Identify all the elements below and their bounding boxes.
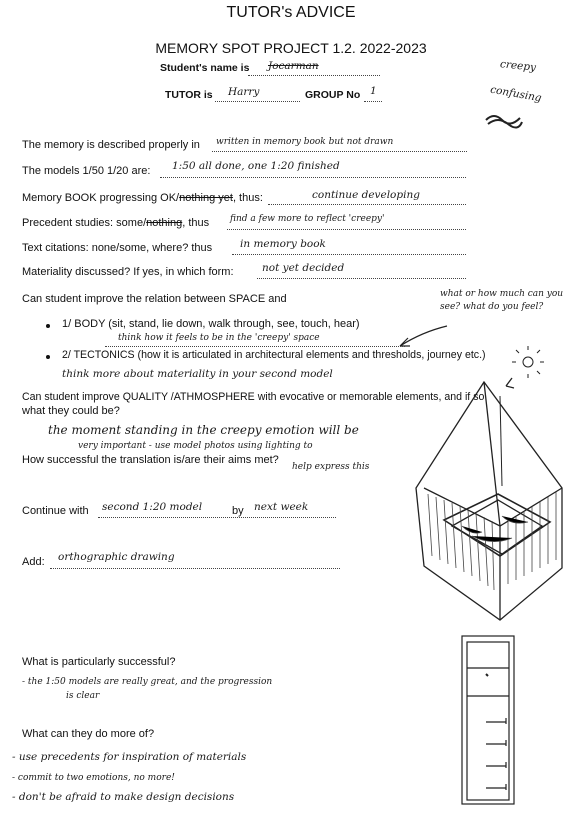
materiality-label: Materiality discussed? If yes, in which form:	[22, 266, 234, 278]
relation-question: Can student improve the relation between SPACE and	[22, 293, 287, 305]
citations-label: Text citations: none/some, where? thus	[22, 242, 213, 254]
continue-label: Continue with	[22, 505, 89, 517]
tutor-label: TUTOR is	[165, 89, 213, 101]
relation-side-note: what or how much can you see? what do you feel?	[440, 289, 564, 312]
models-label: The models 1/50 1/20 are:	[22, 165, 151, 177]
memory-value: written in memory book but not drawn	[216, 137, 394, 147]
book-label-a: Memory BOOK progressing OK/	[22, 192, 180, 204]
precedent-line	[227, 229, 466, 230]
quality-question-2: what they could be?	[22, 405, 120, 417]
page-title: TUTOR's ADVICE	[226, 4, 356, 21]
more-question: What can they do more of?	[22, 728, 155, 740]
book-label-strike: nothing yet	[179, 192, 233, 204]
body-bullet	[46, 324, 50, 328]
more-item-3: - don't be afraid to make design decisions	[12, 791, 235, 803]
quality-answer-3: help express this	[292, 462, 370, 472]
memory-line	[212, 151, 467, 152]
project-title: MEMORY SPOT PROJECT 1.2. 2022-2023	[155, 40, 427, 56]
add-value: orthographic drawing	[58, 551, 175, 563]
models-value: 1:50 all done, one 1:20 finished	[172, 160, 340, 172]
model-sketch	[402, 376, 572, 626]
student-name-line	[248, 75, 380, 76]
more-item-2: - commit to two emotions, no more!	[12, 773, 175, 783]
tutor-value: Harry	[228, 86, 260, 98]
precedent-label-a: Precedent studies: some/	[22, 217, 147, 229]
book-label-b: , thus:	[232, 192, 263, 204]
materiality-value: not yet decided	[262, 262, 345, 274]
citations-value: in memory book	[240, 238, 326, 250]
precedent-label	[22, 217, 209, 229]
tectonics-bullet	[46, 355, 50, 359]
body-label: 1/ BODY (sit, stand, lie down, walk through, see, touch, hear)	[62, 318, 360, 330]
successful-answer-2: is clear	[66, 691, 100, 701]
margin-note-confusing: confusing	[489, 83, 543, 105]
precedent-label-b: , thus	[182, 217, 210, 229]
group-value: 1	[370, 85, 377, 97]
student-name-value: Jocarman	[268, 60, 319, 72]
scribble-mark	[484, 110, 524, 130]
section-sketch	[456, 632, 526, 812]
successful-question: What is particularly successful?	[22, 656, 176, 668]
body-note-line	[105, 346, 405, 347]
precedent-value: find a few more to reflect 'creepy'	[230, 214, 385, 224]
quality-answer-1: the moment standing in the creepy emotion will be	[48, 423, 359, 437]
translation-question: How successful the translation is/are their aims met?	[22, 454, 279, 466]
continue-by-label: by	[232, 505, 244, 517]
body-note: think how it feels to be in the 'creepy' space	[118, 333, 320, 343]
book-label	[22, 192, 263, 204]
add-label: Add:	[22, 556, 45, 568]
successful-answer-1: - the 1:50 models are really great, and the progression	[22, 677, 273, 687]
continue-line	[98, 517, 336, 518]
citations-line	[232, 254, 466, 255]
continue-value: second 1:20 model	[102, 501, 203, 513]
add-line	[50, 568, 340, 569]
book-line	[268, 204, 466, 205]
tectonics-note: think more about materiality in your second model	[62, 368, 333, 380]
tutor-line	[215, 101, 300, 102]
tectonics-label: 2/ TECTONICS (how it is articulated in architectural elements and thresholds, journey etc.)	[62, 349, 486, 361]
book-value: continue developing	[312, 189, 420, 201]
group-line	[364, 101, 382, 102]
side-note-arrow	[392, 322, 452, 352]
memory-label: The memory is described properly in	[22, 139, 200, 151]
precedent-label-strike: nothing	[146, 217, 183, 229]
quality-answer-2: very important - use model photos using lighting to	[78, 441, 313, 451]
more-item-1: - use precedents for inspiration of materials	[12, 751, 247, 763]
models-line	[160, 177, 466, 178]
group-label: GROUP No	[305, 89, 361, 101]
margin-note-creepy: creepy	[499, 58, 537, 74]
materiality-line	[257, 278, 466, 279]
quality-question-1: Can student improve QUALITY /ATHMOSPHERE with evocative or memorable elements, and if so	[22, 391, 485, 403]
continue-by-value: next week	[254, 501, 309, 513]
student-name-label: Student's name is	[160, 62, 250, 74]
